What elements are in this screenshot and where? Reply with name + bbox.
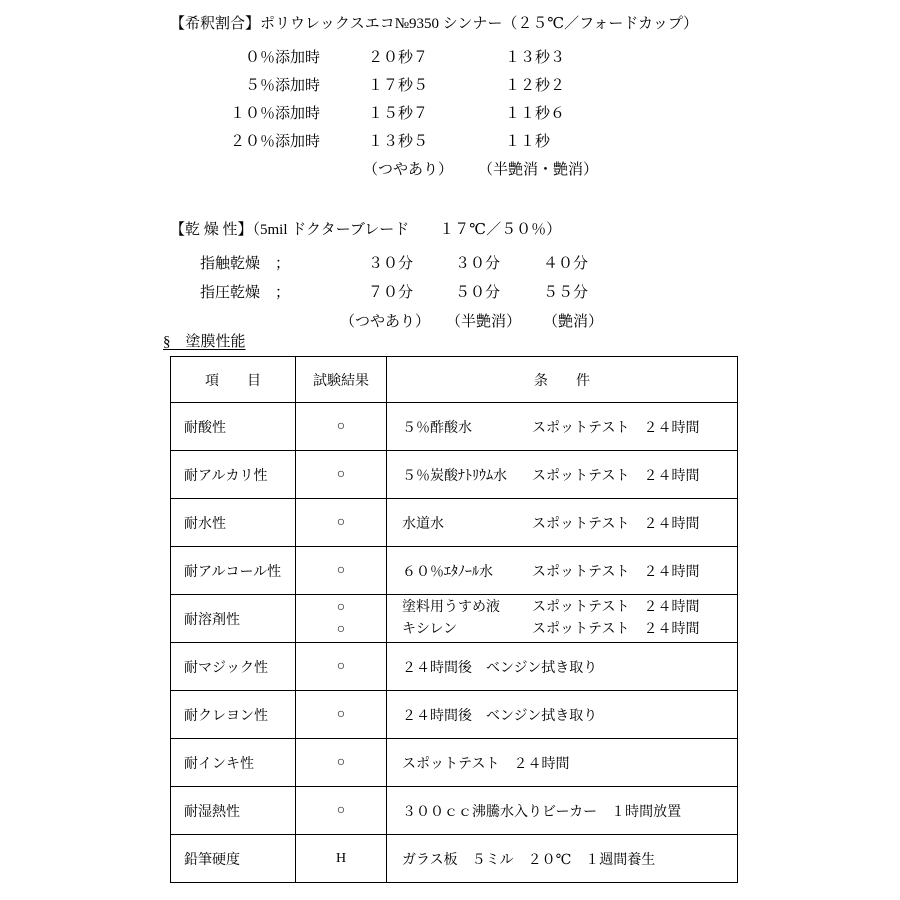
- condition-substance: ５％炭酸ﾅﾄﾘｳﾑ水: [402, 468, 507, 484]
- table-row: [171, 835, 738, 883]
- dilution-row: [170, 100, 790, 128]
- condition-test: スポットテスト ２４時間: [532, 564, 700, 580]
- drying-gloss-value: ７０分: [368, 285, 414, 301]
- dilution-section: [170, 14, 790, 184]
- table-row: [171, 499, 738, 547]
- condition-cell: ２４時間後 ベンジン拭き取り: [387, 691, 738, 739]
- performance-table: [170, 356, 738, 883]
- matte-note: （半艶消・艶消）: [478, 162, 599, 178]
- table-row: [171, 595, 738, 643]
- condition-test: スポットテスト ２４時間: [532, 420, 700, 436]
- result-cell: ○: [296, 691, 387, 739]
- table-row: [171, 643, 738, 691]
- drying-label: 指触乾燥 ；: [200, 256, 291, 272]
- item-cell: 耐クレヨン性: [171, 691, 296, 739]
- dilution-percent-label: ５％添加時: [244, 78, 320, 94]
- dilution-matte-value: １２秒２: [505, 78, 566, 94]
- condition-test: スポットテスト ２４時間: [532, 621, 700, 637]
- table-row: [171, 403, 738, 451]
- drying-section: [170, 220, 790, 337]
- drying-gloss-value: ３０分: [368, 256, 414, 272]
- condition-cell: [387, 403, 738, 451]
- dilution-row: [170, 128, 790, 156]
- condition-test: スポットテスト ２４時間: [532, 516, 700, 532]
- table-row: [171, 739, 738, 787]
- result-cell: ○: [296, 643, 387, 691]
- dilution-gloss-value: ２０秒７: [368, 50, 429, 66]
- item-cell: 鉛筆硬度: [171, 835, 296, 883]
- item-cell: 耐湿熱性: [171, 787, 296, 835]
- drying-row: [170, 279, 790, 308]
- item-cell: 耐マジック性: [171, 643, 296, 691]
- drying-semi-value: ５０分: [455, 285, 501, 301]
- dilution-percent-label: ０％添加時: [244, 50, 320, 66]
- drying-rows: [170, 250, 790, 337]
- dilution-percent-label: １０％添加時: [229, 106, 320, 122]
- table-row: [171, 451, 738, 499]
- col-header-result: 試験結果: [296, 357, 387, 403]
- condition-cell: ２４時間後 ベンジン拭き取り: [387, 643, 738, 691]
- drying-note-row: [170, 308, 790, 337]
- result-cell: ○: [296, 403, 387, 451]
- condition-cell: ３００ｃｃ沸騰水入りビーカー １時間放置: [387, 787, 738, 835]
- performance-section-heading: § 塗膜性能: [163, 334, 246, 350]
- table-row: [171, 547, 738, 595]
- result-cell: ○: [296, 787, 387, 835]
- drying-row: [170, 250, 790, 279]
- condition-cell: [387, 547, 738, 595]
- col-header-condition: 条 件: [387, 357, 738, 403]
- dilution-gloss-value: １３秒５: [368, 134, 429, 150]
- dilution-matte-value: １１秒: [505, 134, 551, 150]
- condition-test: スポットテスト ２４時間: [532, 468, 700, 484]
- condition-substance: 塗料用うすめ液: [402, 599, 500, 615]
- dilution-note-row: [170, 156, 790, 184]
- condition-cell: ガラス板 ５ミル ２０℃ １週間養生: [387, 835, 738, 883]
- condition-test: スポットテスト ２４時間: [532, 599, 700, 615]
- condition-cell: スポットテスト ２４時間: [387, 739, 738, 787]
- matte-note: （艶消）: [543, 314, 604, 330]
- table-header-row: [171, 357, 738, 403]
- item-cell: 耐インキ性: [171, 739, 296, 787]
- result-cell: ○: [296, 499, 387, 547]
- drying-matte-value: ５５分: [543, 285, 589, 301]
- condition-cell: [387, 595, 738, 643]
- gloss-note: （つやあり）: [363, 162, 454, 178]
- col-header-item: 項 目: [171, 357, 296, 403]
- drying-label: 指圧乾燥 ；: [200, 285, 291, 301]
- semi-matte-note: （半艶消）: [446, 314, 522, 330]
- dilution-percent-label: ２０％添加時: [229, 134, 320, 150]
- result-cell: ○: [296, 547, 387, 595]
- condition-substance: ５％酢酸水: [402, 420, 472, 436]
- dilution-matte-value: １３秒３: [505, 50, 566, 66]
- result-mark: ○: [336, 621, 346, 637]
- table-row: [171, 787, 738, 835]
- table-row: [171, 691, 738, 739]
- dilution-row: [170, 44, 790, 72]
- drying-semi-value: ３０分: [455, 256, 501, 272]
- item-cell: 耐溶剤性: [171, 595, 296, 643]
- result-mark: ○: [336, 599, 346, 615]
- condition-cell: [387, 499, 738, 547]
- dilution-row: [170, 72, 790, 100]
- drying-matte-value: ４０分: [543, 256, 589, 272]
- item-cell: 耐アルコール性: [171, 547, 296, 595]
- result-cell: H: [296, 835, 387, 883]
- result-cell: ○: [296, 739, 387, 787]
- condition-cell: [387, 451, 738, 499]
- gloss-note: （つやあり）: [340, 314, 431, 330]
- condition-substance: 水道水: [402, 516, 444, 532]
- dilution-gloss-value: １７秒５: [368, 78, 429, 94]
- item-cell: 耐酸性: [171, 403, 296, 451]
- item-cell: 耐アルカリ性: [171, 451, 296, 499]
- item-cell: 耐水性: [171, 499, 296, 547]
- dilution-matte-value: １１秒６: [505, 106, 566, 122]
- dilution-rows: [170, 44, 790, 184]
- condition-substance: ６０％ｴﾀﾉｰﾙ水: [402, 564, 493, 580]
- drying-heading: 【乾 燥 性】（5mil ドクターブレード １７℃／５０％）: [170, 222, 562, 238]
- condition-substance: キシレン: [402, 621, 458, 637]
- result-cell: ○: [296, 451, 387, 499]
- dilution-heading: 【希釈割合】ポリウレックスエコ№9350 シンナー（２５℃／フォードカップ）: [170, 16, 698, 32]
- dilution-gloss-value: １５秒７: [368, 106, 429, 122]
- result-cell: [296, 595, 387, 643]
